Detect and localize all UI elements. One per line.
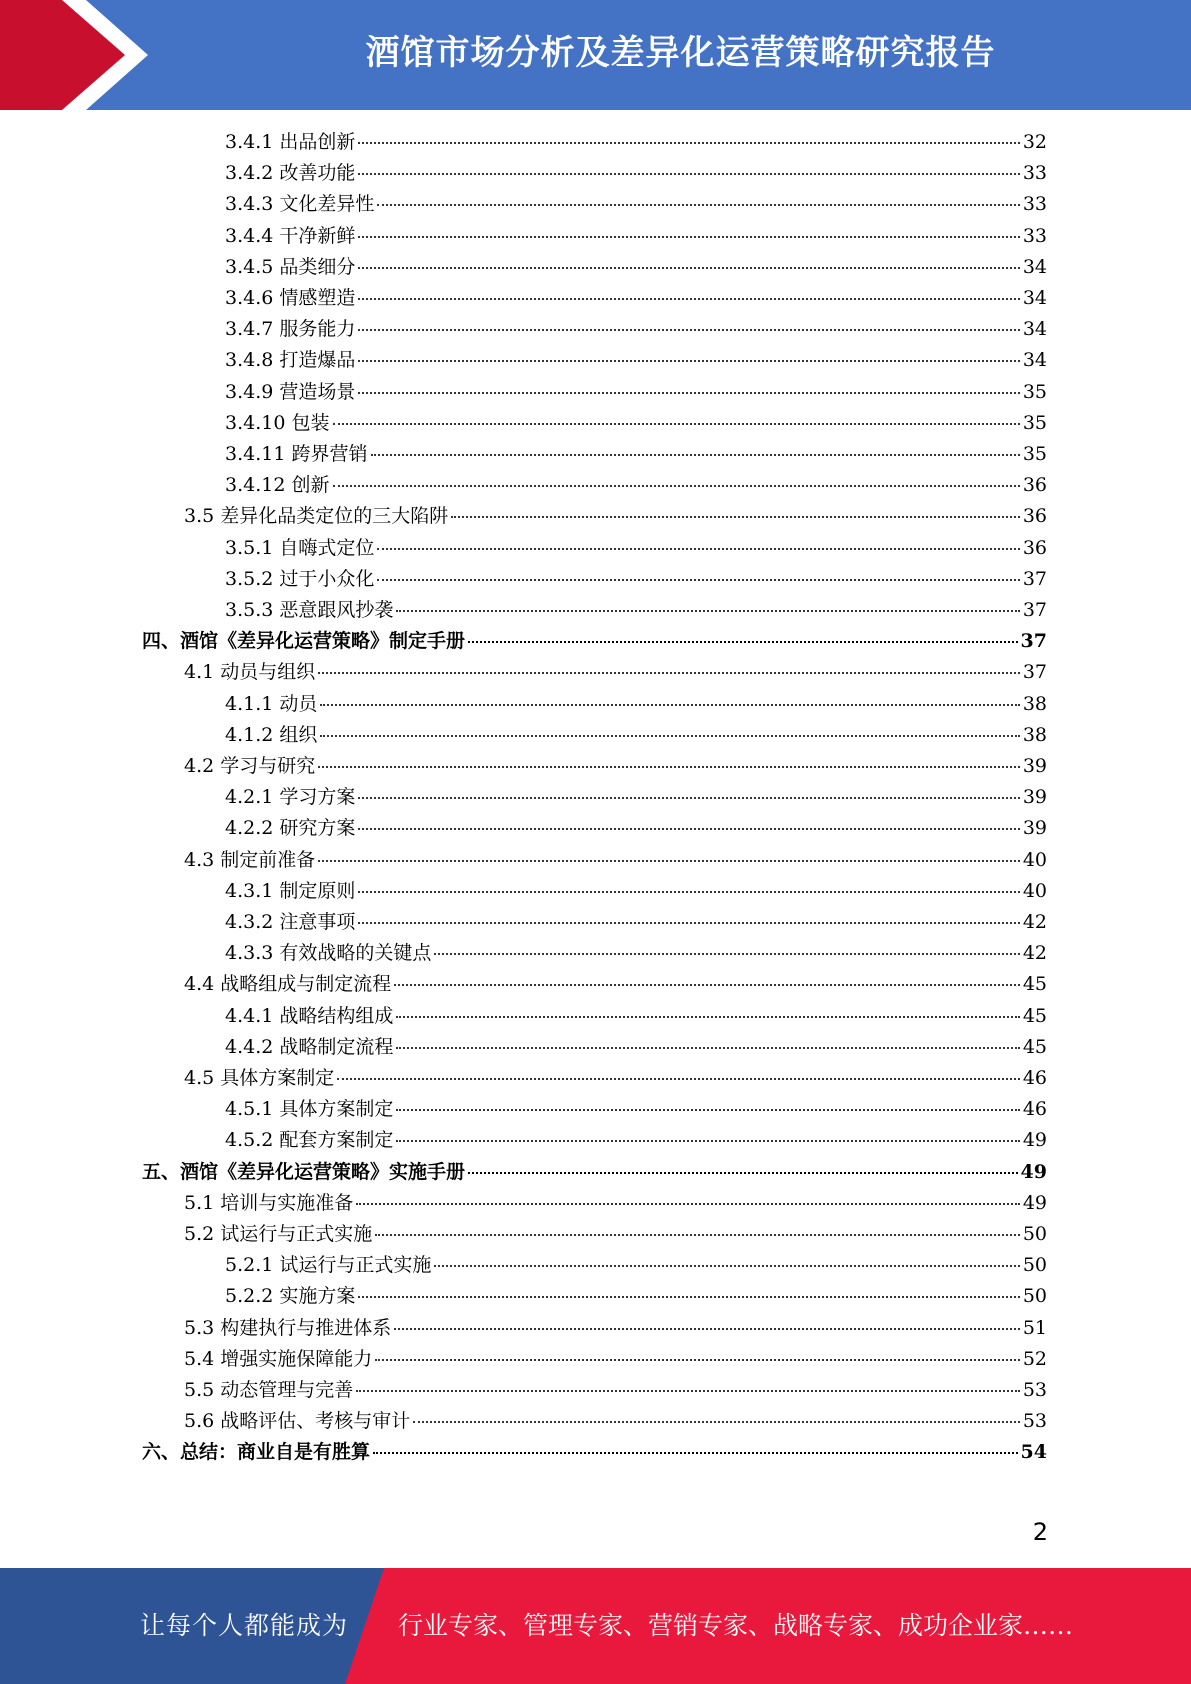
- toc-dot-leader: [358, 392, 1019, 394]
- toc-entry-title: 实施方案: [279, 1285, 356, 1308]
- toc-dot-leader: [394, 1328, 1020, 1330]
- toc-entry-page: 33: [1022, 193, 1047, 216]
- toc-entry[interactable]: [142, 1157, 1047, 1188]
- toc-entry-number: 六、: [142, 1441, 181, 1464]
- toc-dot-leader: [468, 1172, 1018, 1174]
- toc-dot-leader: [333, 423, 1020, 425]
- toc-dot-leader: [358, 236, 1019, 238]
- toc-entry-page: 37: [1022, 599, 1047, 621]
- toc-entry-number: 4.1.2: [225, 723, 274, 746]
- toc-entry-number: 3.4.1: [225, 131, 274, 153]
- toc-entry-page: 37: [1020, 630, 1047, 653]
- toc-entry[interactable]: [184, 751, 1047, 782]
- toc-entry[interactable]: [225, 689, 1047, 720]
- toc-entry-title: 学习方案: [279, 786, 356, 809]
- toc-entry-page: 49: [1020, 1160, 1047, 1183]
- toc-entry-page: 35: [1022, 443, 1047, 465]
- toc-entry-page: 32: [1022, 131, 1047, 153]
- toc-entry-number: 五、: [142, 1160, 181, 1183]
- toc-entry[interactable]: [225, 408, 1047, 439]
- toc-entry[interactable]: [142, 1437, 1047, 1468]
- toc-entry-title: 干净新鲜: [279, 224, 356, 247]
- toc-entry-number: 4.2: [184, 755, 215, 777]
- toc-entry-page: 36: [1022, 505, 1047, 528]
- toc-entry-page: 34: [1022, 349, 1047, 372]
- toc-entry-title: 研究方案: [279, 817, 356, 840]
- toc-entry-page: 35: [1022, 380, 1047, 403]
- toc-entry-number: 5.2: [184, 1223, 215, 1245]
- toc-entry-title: 酒馆《差异化运营策略》制定手册: [180, 630, 466, 653]
- toc-entry-number: 3.4.11: [225, 443, 286, 465]
- toc-entry-number: 5.6: [184, 1410, 215, 1433]
- toc-entry-page: 45: [1022, 973, 1047, 996]
- toc-entry-page: 38: [1022, 723, 1047, 746]
- toc-entry-page: 36: [1022, 474, 1047, 497]
- toc-entry-page: 50: [1022, 1254, 1047, 1277]
- toc-dot-leader: [358, 360, 1019, 362]
- toc-entry-number: 3.4.9: [225, 380, 274, 403]
- toc-entry-title: 总结：商业自是有胜算: [180, 1441, 371, 1464]
- toc-entry-page: 42: [1022, 911, 1047, 933]
- toc-entry-page: 54: [1020, 1441, 1047, 1464]
- toc-entry-title: 营造场景: [279, 380, 356, 403]
- toc-entry-number: 4.4.2: [225, 1035, 274, 1058]
- toc-entry-page: 33: [1022, 162, 1047, 185]
- toc-entry-title: 具体方案制定: [220, 1067, 335, 1089]
- toc-dot-leader: [413, 1421, 1020, 1423]
- toc-entry-number: 3.4.10: [225, 411, 286, 434]
- toc-entry-number: 3.4.7: [225, 318, 274, 341]
- toc-entry[interactable]: [184, 1063, 1047, 1094]
- toc-entry-title: 品类细分: [279, 255, 356, 278]
- toc-dot-leader: [434, 953, 1019, 955]
- toc-dot-leader: [337, 1078, 1020, 1080]
- toc-entry-page: 37: [1022, 661, 1047, 684]
- toc-entry-number: 3.5.3: [225, 599, 274, 621]
- toc-entry-number: 3.4.12: [225, 474, 286, 497]
- toc-entry-title: 有效战略的关键点: [279, 942, 432, 965]
- toc-entry-title: 战略结构组成: [279, 1004, 394, 1027]
- toc-dot-leader: [377, 579, 1019, 581]
- toc-entry-number: 4.3.1: [225, 879, 274, 902]
- toc-entry[interactable]: [225, 470, 1047, 501]
- toc-entry-page: 49: [1022, 1191, 1047, 1214]
- toc-dot-leader: [358, 891, 1019, 893]
- toc-entry-number: 5.3: [184, 1316, 215, 1339]
- toc-entry-title: 注意事项: [279, 911, 356, 933]
- toc-entry[interactable]: [225, 377, 1047, 408]
- toc-dot-leader: [377, 548, 1019, 550]
- toc-entry[interactable]: [184, 501, 1047, 532]
- toc-dot-leader: [375, 1234, 1020, 1236]
- toc-dot-leader: [358, 922, 1019, 924]
- toc-entry[interactable]: [225, 439, 1047, 470]
- toc-entry[interactable]: [225, 782, 1047, 813]
- toc-entry-page: 39: [1022, 755, 1047, 777]
- toc-entry-number: 3.4.8: [225, 349, 274, 372]
- toc-entry-number: 4.1.1: [225, 692, 274, 715]
- toc-entry-number: 5.5: [184, 1379, 215, 1401]
- toc-entry-title: 战略评估、考核与审计: [220, 1410, 411, 1433]
- toc-entry-title: 培训与实施准备: [220, 1191, 354, 1214]
- toc-entry[interactable]: [184, 1188, 1047, 1219]
- toc-dot-leader: [396, 1140, 1019, 1142]
- toc-entry-page: 52: [1022, 1347, 1047, 1370]
- toc-entry-title: 学习与研究: [220, 755, 316, 777]
- toc-entry[interactable]: [225, 1001, 1047, 1032]
- toc-dot-leader: [320, 704, 1019, 706]
- page-footer: [0, 1568, 1191, 1684]
- toc-dot-leader: [333, 485, 1020, 487]
- toc-dot-leader: [434, 1265, 1019, 1267]
- toc-entry-page: 36: [1022, 536, 1047, 559]
- toc-dot-leader: [394, 984, 1020, 986]
- page-number: 2: [1032, 1518, 1048, 1546]
- toc-entry-title: 试运行与正式实施: [279, 1254, 432, 1277]
- toc-entry-page: 42: [1022, 942, 1047, 965]
- toc-entry-page: 50: [1022, 1285, 1047, 1308]
- toc-entry-page: 45: [1022, 1035, 1047, 1058]
- toc-entry-title: 制定原则: [279, 879, 356, 902]
- toc-entry[interactable]: [184, 1375, 1047, 1406]
- toc-entry-title: 具体方案制定: [279, 1098, 394, 1121]
- toc-dot-leader: [358, 797, 1019, 799]
- toc-entry-number: 3.4.5: [225, 255, 274, 278]
- toc-entry-title: 增强实施保障能力: [220, 1347, 373, 1370]
- toc-entry-page: 45: [1022, 1004, 1047, 1027]
- toc-dot-leader: [396, 1109, 1019, 1111]
- toc-dot-leader: [375, 1359, 1020, 1361]
- toc-entry-title: 战略制定流程: [279, 1035, 394, 1058]
- toc-entry[interactable]: [184, 845, 1047, 876]
- toc-entry-page: 37: [1022, 567, 1047, 590]
- toc-entry-number: 4.1: [184, 661, 215, 684]
- toc-entry-page: 34: [1022, 287, 1047, 309]
- footer-slogan-left: 让每个人都能成为: [140, 1611, 349, 1640]
- toc-entry-number: 4.4: [184, 973, 215, 996]
- document-title: 酒馆市场分析及差异化运营策略研究报告: [365, 33, 996, 73]
- toc-entry-number: 4.5.1: [225, 1098, 274, 1121]
- toc-entry-number: 3.4.4: [225, 224, 274, 247]
- toc-dot-leader: [358, 1296, 1019, 1298]
- footer-slogan-right: 行业专家、管理专家、营销专家、战略专家、成功企业家……: [398, 1611, 1074, 1640]
- toc-entry-page: 35: [1022, 411, 1047, 434]
- toc-entry-page: 40: [1022, 879, 1047, 902]
- toc-entry-page: 49: [1022, 1129, 1047, 1152]
- toc-dot-leader: [373, 1452, 1018, 1454]
- toc-entry[interactable]: [225, 1281, 1047, 1312]
- toc-dot-leader: [396, 610, 1019, 612]
- toc-dot-leader: [377, 204, 1019, 206]
- toc-entry-page: 39: [1022, 786, 1047, 809]
- toc-entry-page: 40: [1022, 848, 1047, 871]
- toc-entry-page: 33: [1022, 224, 1047, 247]
- toc-entry[interactable]: [225, 876, 1047, 907]
- toc-entry[interactable]: [225, 938, 1047, 969]
- toc-dot-leader: [318, 766, 1020, 768]
- toc-entry-number: 3.4.6: [225, 287, 274, 309]
- toc-dot-leader: [358, 298, 1019, 300]
- page-header: [0, 0, 1191, 110]
- toc-entry[interactable]: [184, 1406, 1047, 1437]
- toc-entry[interactable]: [184, 657, 1047, 688]
- toc-entry-page: 46: [1022, 1067, 1047, 1089]
- toc-entry-number: 4.5.2: [225, 1129, 274, 1152]
- toc-entry-number: 4.2.1: [225, 786, 274, 809]
- toc-entry-title: 试运行与正式实施: [220, 1223, 373, 1245]
- toc-entry[interactable]: [225, 1250, 1047, 1281]
- toc-entry-number: 4.3: [184, 848, 215, 871]
- toc-entry-number: 3.5.1: [225, 536, 274, 559]
- toc-entry[interactable]: [225, 564, 1047, 595]
- toc-dot-leader: [396, 1016, 1019, 1018]
- toc-entry-title: 包装: [291, 411, 330, 434]
- toc-entry-page: 46: [1022, 1098, 1047, 1121]
- toc-entry[interactable]: [225, 1094, 1047, 1125]
- toc-entry-number: 4.4.1: [225, 1004, 274, 1027]
- toc-dot-leader: [358, 329, 1019, 331]
- toc-entry-number: 4.2.2: [225, 817, 274, 840]
- toc-entry-title: 构建执行与推进体系: [220, 1316, 392, 1339]
- toc-entry[interactable]: [225, 1125, 1047, 1156]
- toc-entry-title: 创新: [291, 474, 330, 497]
- toc-entry-title: 打造爆品: [279, 349, 356, 372]
- toc-entry-title: 改善功能: [279, 162, 356, 185]
- toc-entry-title: 战略组成与制定流程: [220, 973, 392, 996]
- toc-dot-leader: [356, 1390, 1020, 1392]
- toc-entry-page: 50: [1022, 1223, 1047, 1245]
- toc-dot-leader: [396, 1047, 1019, 1049]
- toc-entry-number: 4.5: [184, 1067, 215, 1089]
- toc-entry-number: 3.5: [184, 505, 215, 528]
- toc-entry-number: 3.5.2: [225, 567, 274, 590]
- toc-entry-number: 5.4: [184, 1347, 215, 1370]
- toc-entry-number: 4.3.3: [225, 942, 274, 965]
- toc-entry[interactable]: [225, 189, 1047, 220]
- toc-entry[interactable]: [225, 533, 1047, 564]
- toc-entry-title: 过于小众化: [279, 567, 375, 590]
- toc-entry-title: 动态管理与完善: [220, 1379, 354, 1401]
- toc-entry-title: 差异化品类定位的三大陷阱: [220, 505, 449, 528]
- toc-entry[interactable]: [184, 969, 1047, 1000]
- toc-entry[interactable]: [225, 158, 1047, 189]
- toc-entry[interactable]: [225, 283, 1047, 314]
- toc-entry[interactable]: [184, 1313, 1047, 1344]
- toc-entry-number: 3.4.3: [225, 193, 274, 216]
- toc-dot-leader: [358, 828, 1019, 830]
- toc-dot-leader: [356, 1203, 1020, 1205]
- toc-entry-title: 配套方案制定: [279, 1129, 394, 1152]
- toc-entry-title: 文化差异性: [279, 193, 375, 216]
- toc-entry-number: 3.4.2: [225, 162, 274, 185]
- toc-entry[interactable]: [225, 221, 1047, 252]
- toc-entry[interactable]: [142, 626, 1047, 657]
- toc-entry-title: 动员与组织: [220, 661, 316, 684]
- toc-entry-title: 服务能力: [279, 318, 356, 341]
- toc-entry[interactable]: [225, 720, 1047, 751]
- toc-entry[interactable]: [225, 595, 1047, 626]
- toc-entry-number: 5.2.1: [225, 1254, 274, 1277]
- toc-dot-leader: [358, 267, 1019, 269]
- toc-entry-title: 情感塑造: [279, 287, 356, 309]
- toc-entry-page: 38: [1022, 692, 1047, 715]
- toc-entry[interactable]: [225, 1032, 1047, 1063]
- toc-entry-number: 5.1: [184, 1191, 215, 1214]
- toc-entry-title: 制定前准备: [220, 848, 316, 871]
- toc-entry-number: 4.3.2: [225, 911, 274, 933]
- toc-entry-page: 53: [1022, 1379, 1047, 1401]
- toc-entry-number: 5.2.2: [225, 1285, 274, 1308]
- toc-dot-leader: [318, 860, 1020, 862]
- toc-entry-title: 出品创新: [279, 131, 356, 153]
- toc-dot-leader: [358, 173, 1019, 175]
- toc-entry-page: 39: [1022, 817, 1047, 840]
- toc-entry-title: 自嗨式定位: [279, 536, 375, 559]
- toc-entry-title: 动员: [279, 692, 318, 715]
- toc-dot-leader: [451, 516, 1020, 518]
- toc-dot-leader: [318, 672, 1020, 674]
- toc-entry-page: 34: [1022, 255, 1047, 278]
- toc-entry-title: 恶意跟风抄袭: [279, 599, 394, 621]
- toc-entry[interactable]: [225, 314, 1047, 345]
- toc-entry[interactable]: [225, 907, 1047, 938]
- toc-dot-leader: [358, 142, 1019, 144]
- toc-entry-page: 34: [1022, 318, 1047, 341]
- toc-entry[interactable]: [225, 345, 1047, 376]
- toc-entry-number: 四、: [142, 630, 181, 653]
- toc-entry-title: 跨界营销: [291, 443, 368, 465]
- toc-entry[interactable]: [184, 1344, 1047, 1375]
- toc-entry-title: 酒馆《差异化运营策略》实施手册: [180, 1160, 466, 1183]
- toc-entry-page: 53: [1022, 1410, 1047, 1433]
- toc-dot-leader: [320, 735, 1019, 737]
- toc-dot-leader: [468, 641, 1018, 643]
- toc-entry[interactable]: [184, 1219, 1047, 1250]
- toc-entry-title: 组织: [279, 723, 318, 746]
- toc-entry[interactable]: [225, 252, 1047, 283]
- toc-entry[interactable]: [225, 813, 1047, 844]
- toc-dot-leader: [371, 454, 1020, 456]
- toc-entry-page: 51: [1022, 1316, 1047, 1339]
- toc-entry[interactable]: [225, 127, 1047, 158]
